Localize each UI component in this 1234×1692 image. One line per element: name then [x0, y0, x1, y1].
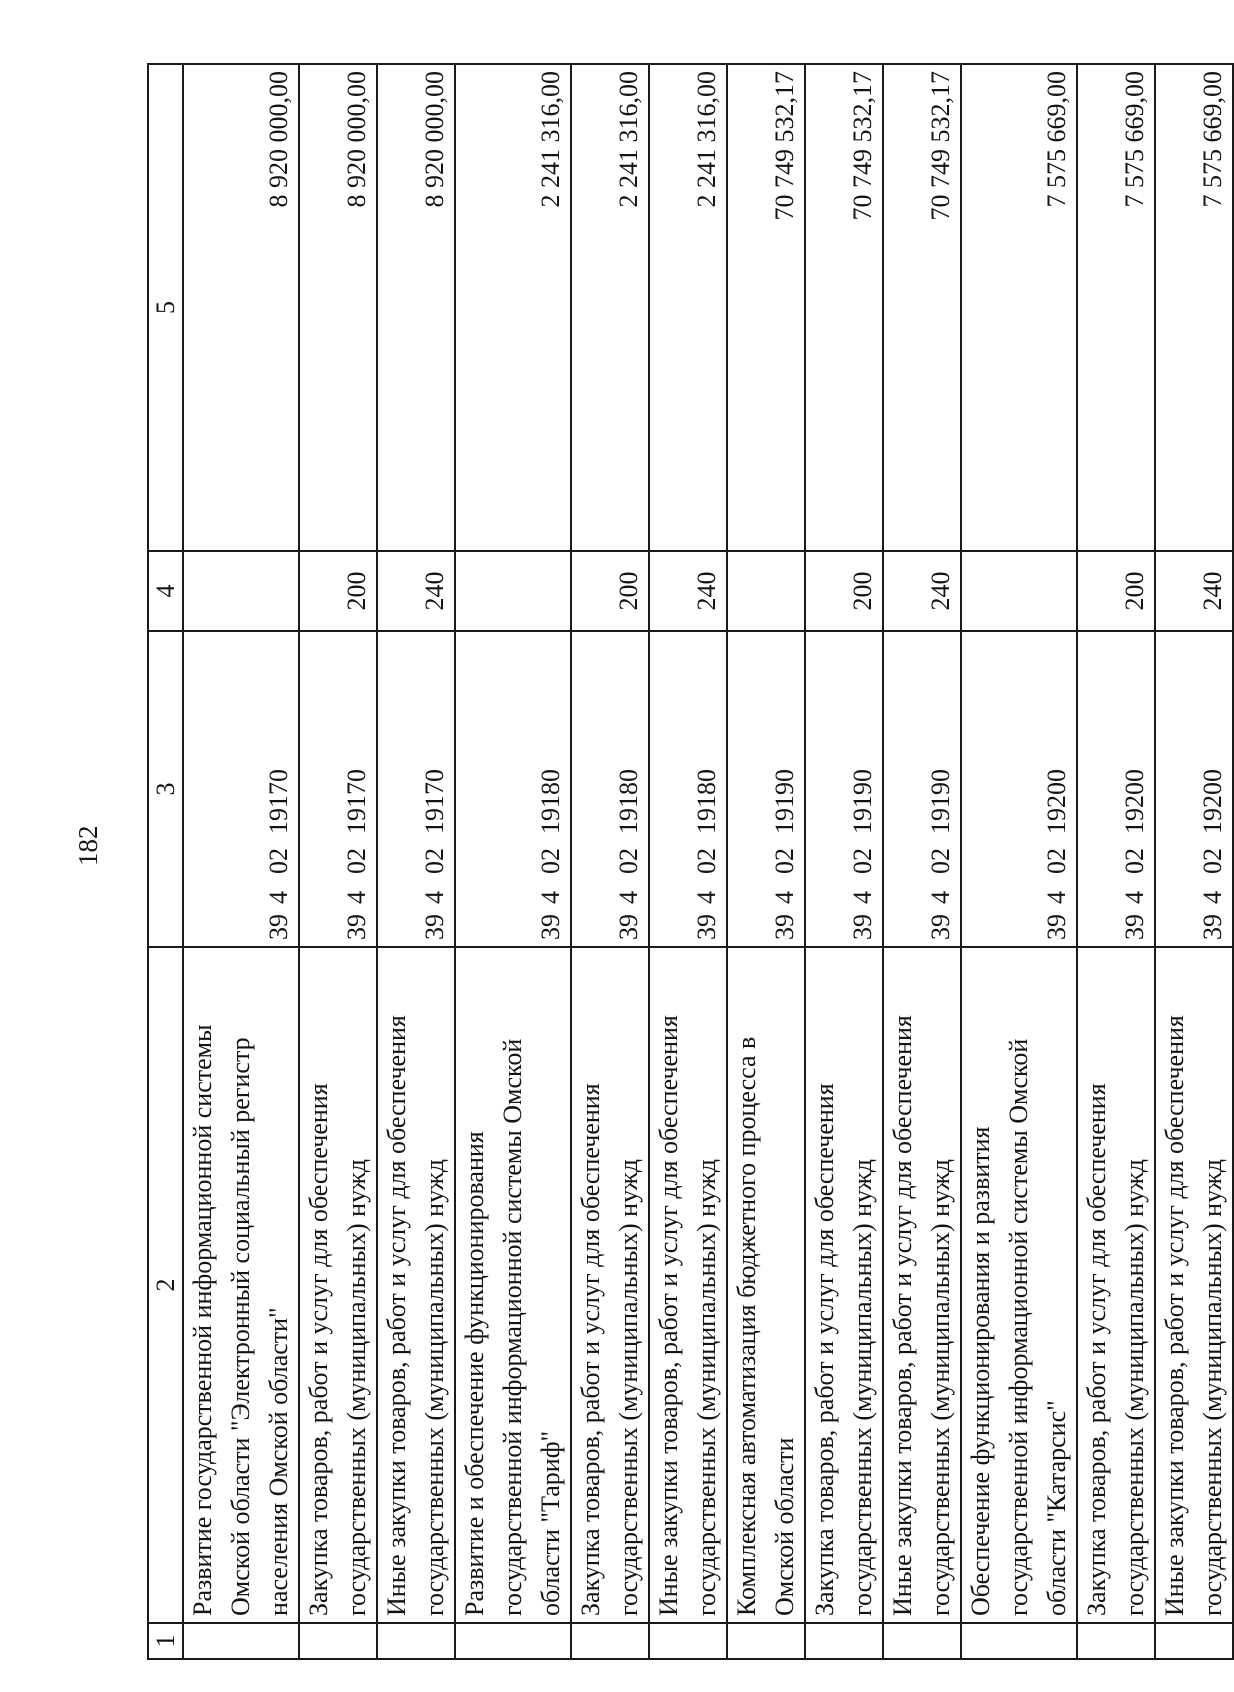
budget-table — [147, 63, 1234, 1660]
code-part: 19200 — [1120, 769, 1149, 834]
row-type-cell: 240 — [377, 551, 455, 631]
row-amount-cell: 7 575 669,00 — [1155, 64, 1233, 551]
row-amount-cell: 8 920 000,00 — [299, 64, 377, 551]
code-part: 02 — [1042, 848, 1071, 874]
table-row — [1155, 64, 1233, 1659]
row-amount-cell: 2 241 316,00 — [649, 64, 727, 551]
code-part: 39 — [264, 914, 293, 940]
rotated-table-sheet — [147, 65, 1227, 1660]
row-number-cell — [377, 1623, 455, 1659]
table-row — [571, 64, 649, 1659]
column-header-3: 3 — [148, 631, 183, 947]
row-amount-cell: 70 749 532,17 — [727, 64, 805, 551]
row-number-cell — [299, 1623, 377, 1659]
code-part: 02 — [1198, 848, 1227, 874]
row-name-cell: Обеспечение функционирования и развития государственной информационной системы Омской области "Катарсис" — [961, 947, 1077, 1623]
code-part: 02 — [926, 848, 955, 874]
row-code-cell — [455, 631, 571, 947]
row-name-cell: Иные закупки товаров, работ и услуг для обеспечения государственных (муниципальных) нужд — [883, 947, 961, 1623]
row-type-cell: 240 — [649, 551, 727, 631]
row-number-cell — [455, 1623, 571, 1659]
code-part: 02 — [770, 848, 799, 874]
code-part: 19170 — [420, 769, 449, 834]
code-part: 4 — [1042, 891, 1071, 904]
row-type-cell — [727, 551, 805, 631]
row-number-cell — [183, 1623, 299, 1659]
row-code-cell — [571, 631, 649, 947]
table-row — [183, 64, 299, 1659]
code-part: 39 — [420, 914, 449, 940]
row-code-cell — [1077, 631, 1155, 947]
code-part: 4 — [1198, 891, 1227, 904]
code-part: 02 — [536, 848, 565, 874]
column-header-2: 2 — [148, 947, 183, 1623]
row-code-cell — [805, 631, 883, 947]
table-row — [455, 64, 571, 1659]
code-part: 39 — [1198, 914, 1227, 940]
row-type-cell — [961, 551, 1077, 631]
code-part: 19190 — [926, 769, 955, 834]
code-part: 39 — [1120, 914, 1149, 940]
row-amount-cell: 7 575 669,00 — [961, 64, 1077, 551]
column-header-row — [148, 64, 183, 1659]
code-part: 02 — [264, 848, 293, 874]
row-number-cell — [1077, 1623, 1155, 1659]
page-number: 182 — [73, 825, 103, 866]
row-type-cell: 200 — [805, 551, 883, 631]
code-part: 19180 — [614, 769, 643, 834]
code-part: 19180 — [536, 769, 565, 834]
code-part: 19190 — [848, 769, 877, 834]
code-part: 39 — [342, 914, 371, 940]
row-code-cell — [883, 631, 961, 947]
row-type-cell — [455, 551, 571, 631]
code-part: 02 — [614, 848, 643, 874]
code-part: 4 — [420, 891, 449, 904]
row-name-cell: Иные закупки товаров, работ и услуг для обеспечения государственных (муниципальных) нужд — [1155, 947, 1233, 1623]
code-part: 4 — [848, 891, 877, 904]
row-code-cell — [727, 631, 805, 947]
row-code-cell — [377, 631, 455, 947]
table-row — [299, 64, 377, 1659]
row-type-cell — [183, 551, 299, 631]
code-part: 4 — [926, 891, 955, 904]
code-part: 4 — [264, 891, 293, 904]
code-part: 39 — [848, 914, 877, 940]
table-row — [883, 64, 961, 1659]
row-amount-cell: 8 920 000,00 — [183, 64, 299, 551]
code-part: 02 — [692, 848, 721, 874]
row-number-cell — [571, 1623, 649, 1659]
row-code-cell — [183, 631, 299, 947]
code-part: 19170 — [264, 769, 293, 834]
code-part: 39 — [536, 914, 565, 940]
row-name-cell: Иные закупки товаров, работ и услуг для обеспечения государственных (муниципальных) нужд — [377, 947, 455, 1623]
code-part: 19200 — [1198, 769, 1227, 834]
table-row — [649, 64, 727, 1659]
row-name-cell: Закупка товаров, работ и услуг для обеспечения государственных (муниципальных) нужд — [571, 947, 649, 1623]
row-code-cell — [961, 631, 1077, 947]
code-part: 19200 — [1042, 769, 1071, 834]
row-name-cell: Закупка товаров, работ и услуг для обеспечения государственных (муниципальных) нужд — [299, 947, 377, 1623]
row-amount-cell: 7 575 669,00 — [1077, 64, 1155, 551]
code-part: 39 — [770, 914, 799, 940]
row-type-cell: 240 — [1155, 551, 1233, 631]
row-type-cell: 200 — [571, 551, 649, 631]
code-part: 4 — [1120, 891, 1149, 904]
code-part: 39 — [692, 914, 721, 940]
table-row — [805, 64, 883, 1659]
row-code-cell — [1155, 631, 1233, 947]
table-row — [1077, 64, 1155, 1659]
code-part: 39 — [926, 914, 955, 940]
code-part: 4 — [342, 891, 371, 904]
row-name-cell: Закупка товаров, работ и услуг для обеспечения государственных (муниципальных) нужд — [1077, 947, 1155, 1623]
row-number-cell — [883, 1623, 961, 1659]
code-part: 19190 — [770, 769, 799, 834]
code-part: 4 — [536, 891, 565, 904]
column-header-4: 4 — [148, 551, 183, 631]
row-name-cell: Закупка товаров, работ и услуг для обеспечения государственных (муниципальных) нужд — [805, 947, 883, 1623]
row-name-cell: Иные закупки товаров, работ и услуг для обеспечения государственных (муниципальных) нужд — [649, 947, 727, 1623]
code-part: 02 — [848, 848, 877, 874]
row-amount-cell: 70 749 532,17 — [805, 64, 883, 551]
row-number-cell — [727, 1623, 805, 1659]
column-header-5: 5 — [148, 64, 183, 551]
row-type-cell: 200 — [1077, 551, 1155, 631]
code-part: 39 — [614, 914, 643, 940]
row-type-cell: 240 — [883, 551, 961, 631]
row-name-cell: Развитие и обеспечение функционирования государственной информационной системы Омской области "Тариф" — [455, 947, 571, 1623]
row-number-cell — [961, 1623, 1077, 1659]
column-header-1: 1 — [148, 1623, 183, 1659]
code-part: 19170 — [342, 769, 371, 834]
table-row — [727, 64, 805, 1659]
code-part: 39 — [1042, 914, 1071, 940]
code-part: 4 — [770, 891, 799, 904]
row-number-cell — [805, 1623, 883, 1659]
code-part: 02 — [342, 848, 371, 874]
table-row — [377, 64, 455, 1659]
row-amount-cell: 8 920 000,00 — [377, 64, 455, 551]
row-amount-cell: 2 241 316,00 — [571, 64, 649, 551]
code-part: 4 — [692, 891, 721, 904]
code-part: 02 — [1120, 848, 1149, 874]
row-code-cell — [649, 631, 727, 947]
code-part: 19180 — [692, 769, 721, 834]
row-number-cell — [1155, 1623, 1233, 1659]
row-number-cell — [649, 1623, 727, 1659]
code-part: 4 — [614, 891, 643, 904]
row-code-cell — [299, 631, 377, 947]
code-part: 02 — [420, 848, 449, 874]
row-amount-cell: 70 749 532,17 — [883, 64, 961, 551]
row-name-cell: Комплексная автоматизация бюджетного процесса в Омской области — [727, 947, 805, 1623]
table-row — [961, 64, 1077, 1659]
row-type-cell: 200 — [299, 551, 377, 631]
row-name-cell: Развитие государственной информационной системы Омской области "Электронный социальный регистр населения Омской области" — [183, 947, 299, 1623]
row-amount-cell: 2 241 316,00 — [455, 64, 571, 551]
